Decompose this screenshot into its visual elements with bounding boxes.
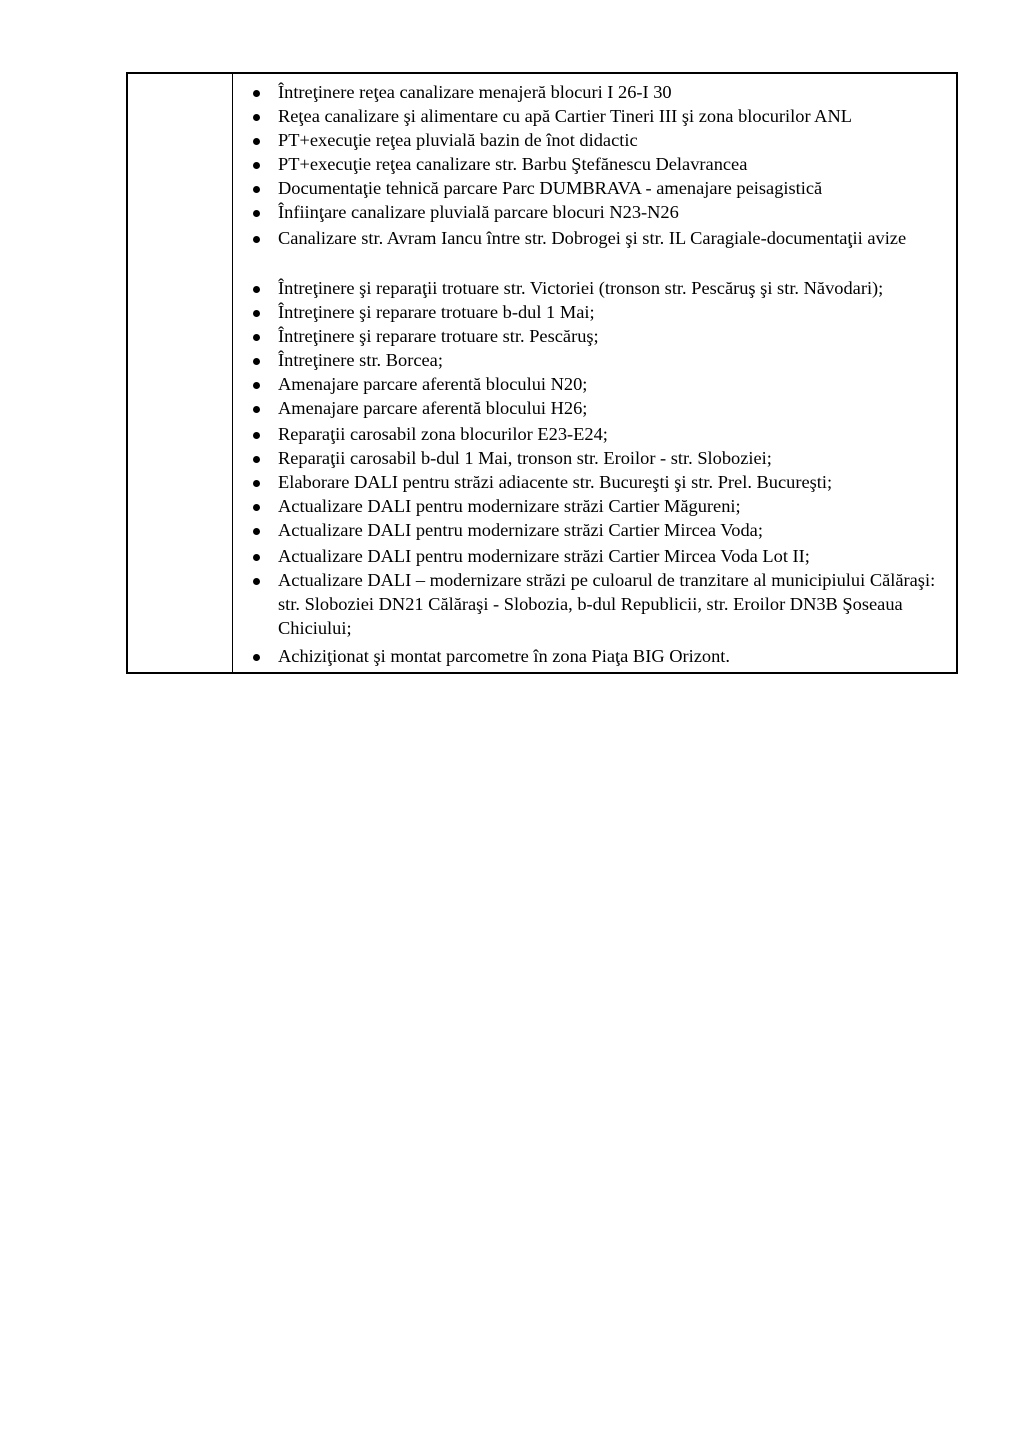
- list-item: [234, 646, 956, 670]
- list-item-text: Reţea canalizare şi alimentare cu apă Cartier Tineri III şi zona blocurilor ANL: [278, 106, 852, 126]
- list-item-text: Întreţinere str. Borcea;: [278, 350, 443, 370]
- bullet-icon: [253, 210, 260, 217]
- list-item: [234, 570, 956, 642]
- bullet-icon: [253, 654, 260, 661]
- bullet-icon: [253, 406, 260, 413]
- column-divider: [232, 74, 233, 672]
- list-item-text: Reparaţii carosabil b-dul 1 Mai, tronson str. Eroilor - str. Sloboziei;: [278, 448, 772, 468]
- bullet-icon: [253, 114, 260, 121]
- list-item-text: Actualizare DALI pentru modernizare străzi Cartier Măgureni;: [278, 496, 741, 516]
- bullet-icon: [253, 334, 260, 341]
- list-item: [234, 398, 956, 422]
- bullet-icon: [253, 432, 260, 439]
- bullet-icon: [253, 310, 260, 317]
- list-item: [234, 106, 956, 130]
- list-item-text: Elaborare DALI pentru străzi adiacente str. Bucureşti şi str. Prel. Bucureşti;: [278, 472, 833, 492]
- list-item-text: PT+execuţie reţea pluvială bazin de înot didactic: [278, 130, 638, 150]
- bullet-icon: [253, 236, 260, 243]
- list-item: [234, 496, 956, 520]
- list-item: [234, 178, 956, 202]
- list-item: [234, 326, 956, 350]
- list-item: [234, 202, 956, 226]
- list-item: [234, 472, 956, 496]
- list-item-text: PT+execuţie reţea canalizare str. Barbu Ştefănescu Delavrancea: [278, 154, 748, 174]
- list-item-text: Achiziţionat şi montat parcometre în zona Piaţa BIG Orizont.: [278, 646, 730, 666]
- list-item-text: Întreţinere reţea canalizare menajeră blocuri I 26-I 30: [278, 82, 672, 102]
- bullet-icon: [253, 456, 260, 463]
- bullet-icon: [253, 186, 260, 193]
- bullet-icon: [253, 528, 260, 535]
- bullet-icon: [253, 358, 260, 365]
- list-item: [234, 154, 956, 178]
- list-item: [234, 302, 956, 326]
- bullet-icon: [253, 480, 260, 487]
- list-item-text: Amenajare parcare aferentă blocului N20;: [278, 374, 588, 394]
- bullet-icon: [253, 382, 260, 389]
- list-item-text: Întreţinere şi reparare trotuare b-dul 1 Mai;: [278, 302, 595, 322]
- list-item-text: Canalizare str. Avram Iancu între str. Dobrogei şi str. IL Caragiale-documentaţii avize: [278, 228, 907, 248]
- list-item-text: Reparaţii carosabil zona blocurilor E23-E24;: [278, 424, 608, 444]
- bullet-icon: [253, 138, 260, 145]
- list-item: [234, 278, 956, 302]
- bullet-icon: [253, 162, 260, 169]
- list-item-text: Documentaţie tehnică parcare Parc DUMBRAVA - amenajare peisagistică: [278, 178, 823, 198]
- list-item-text: Înfiinţare canalizare pluvială parcare blocuri N23-N26: [278, 202, 679, 222]
- list-item-text: Amenajare parcare aferentă blocului H26;: [278, 398, 588, 418]
- list-item-text: Întreţinere şi reparaţii trotuare str. Victoriei (tronson str. Pescăruş şi str. Năvodari);: [278, 278, 884, 298]
- bullet-icon: [253, 578, 260, 585]
- works-list-cell: [234, 74, 956, 672]
- list-item: [234, 374, 956, 398]
- bullet-icon: [253, 286, 260, 293]
- list-item: [234, 82, 956, 106]
- list-item-text: Actualizare DALI pentru modernizare străzi Cartier Mircea Voda;: [278, 520, 763, 540]
- bullet-icon: [253, 554, 260, 561]
- list-item: [234, 228, 956, 276]
- list-item-text: Întreţinere şi reparare trotuare str. Pescăruş;: [278, 326, 599, 346]
- bullet-icon: [253, 504, 260, 511]
- list-item: [234, 130, 956, 154]
- list-item: [234, 424, 956, 448]
- list-item: [234, 520, 956, 544]
- list-item: [234, 350, 956, 374]
- list-item-text: Actualizare DALI pentru modernizare străzi Cartier Mircea Voda Lot II;: [278, 546, 810, 566]
- list-item: [234, 546, 956, 570]
- list-item-text: Actualizare DALI – modernizare străzi pe culoarul de tranzitare al municipiului Călăraşi: str. Sloboziei DN21 Călăraşi - Slobozia, b-dul Republicii, str. Eroilor DN3B Şoseaua Chiciului;: [278, 570, 936, 638]
- list-item: [234, 448, 956, 472]
- bullet-icon: [253, 90, 260, 97]
- works-table: [126, 72, 958, 674]
